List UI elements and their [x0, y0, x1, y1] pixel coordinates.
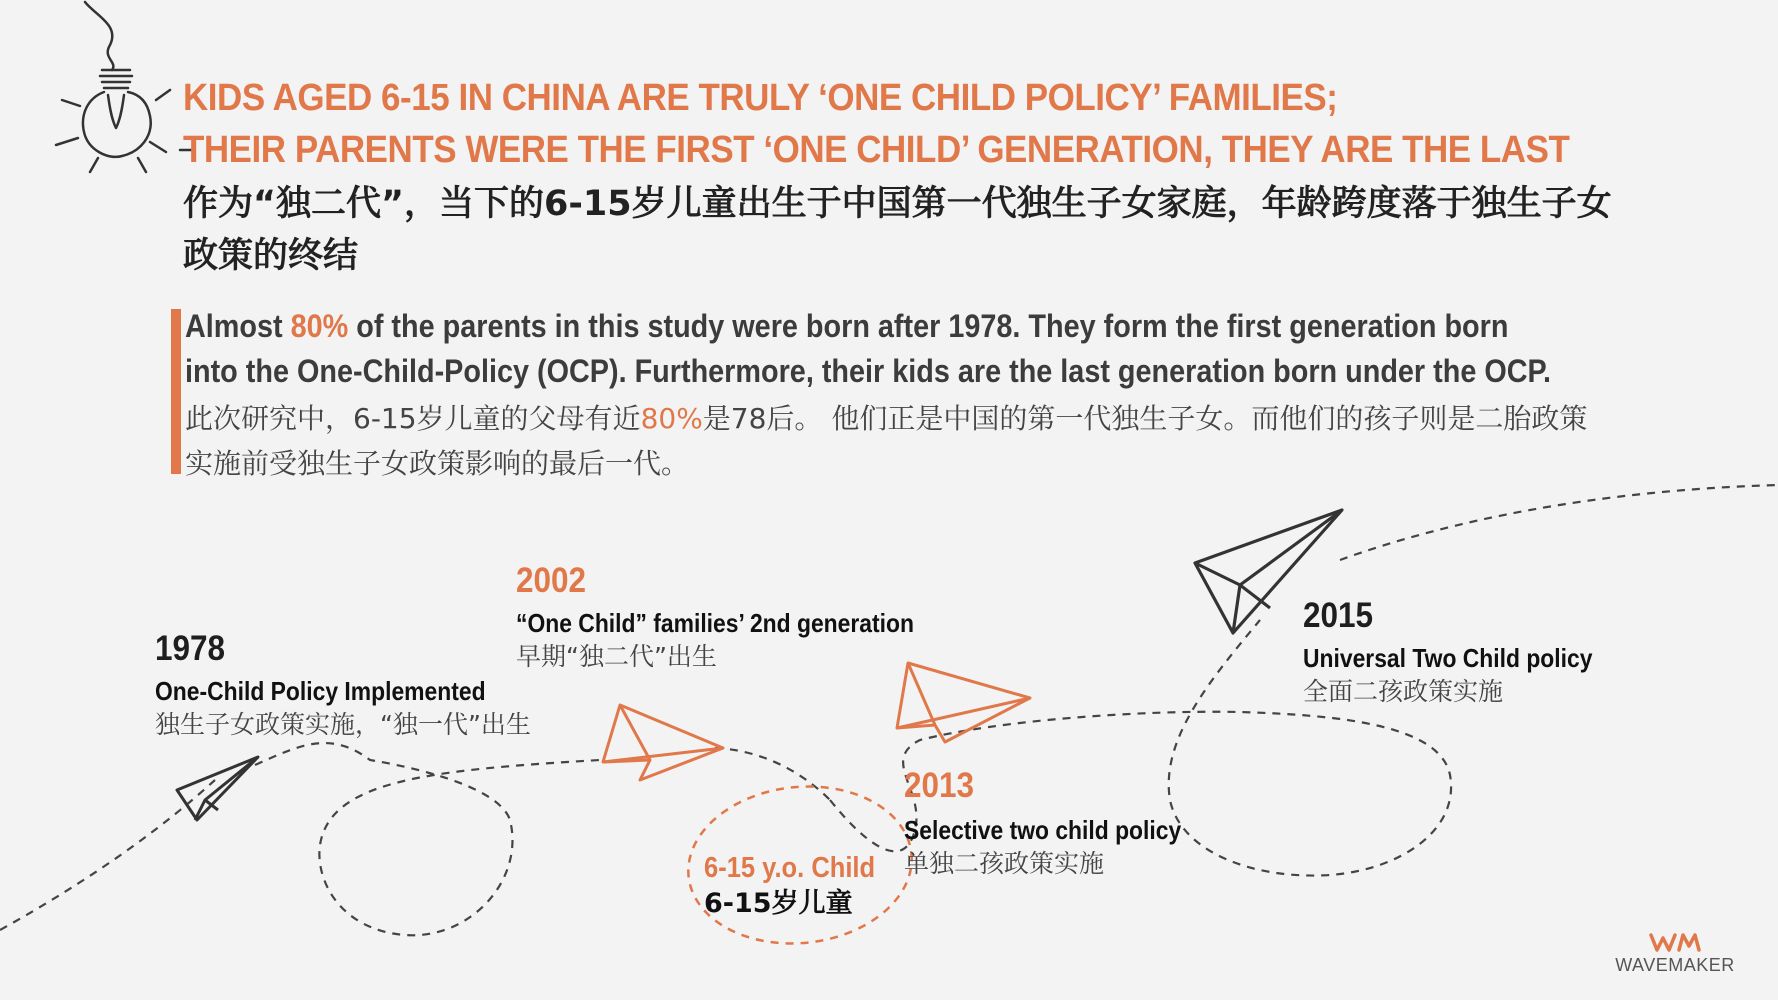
- body-cn-highlight: 80%: [640, 402, 703, 435]
- milestone-year: 1978: [155, 629, 226, 668]
- milestone-year: 2013: [904, 766, 975, 805]
- milestone-1978: [155, 628, 531, 742]
- wavemaker-logo: [1610, 955, 1740, 976]
- paper-plane-icon-2002: [603, 705, 723, 780]
- milestone-label-en: Universal Two Child policy: [1303, 643, 1593, 673]
- milestone-label-cn: 全面二孩政策实施: [1303, 677, 1504, 706]
- quote-accent-bar: [171, 309, 181, 474]
- milestone-2015: [1303, 595, 1632, 709]
- milestone-label-cn: 单独二孩政策实施: [904, 849, 1105, 878]
- headline-line-2: THEIR PARENTS WERE THE FIRST ‘ONE CHILD’ GENERATION, THEY ARE THE LAST: [183, 129, 1570, 171]
- milestone-label-en: Selective two child policy: [904, 815, 1182, 845]
- body-chinese: [185, 396, 1605, 486]
- milestone-year: 2002: [516, 561, 587, 600]
- headline-chinese: 作为“独二代”，当下的6-15岁儿童出生于中国第一代独生子女家庭，年龄跨度落于独生子女政策的终结: [183, 184, 1612, 276]
- milestone-label-en: One-Child Policy Implemented: [155, 676, 486, 706]
- paper-plane-icon-1978: [177, 757, 258, 820]
- milestone-2002: [516, 560, 968, 674]
- body-en-highlight: 80%: [290, 308, 349, 344]
- milestone-year: 2015: [1303, 596, 1374, 635]
- body-cn-text-1: 此次研究中，6-15岁儿童的父母有近: [185, 402, 641, 435]
- milestone-label-cn: 早期“独二代”出生: [516, 642, 717, 671]
- headline-line-1: KIDS AGED 6-15 IN CHINA ARE TRULY ‘ONE CHILD POLICY’ FAMILIES;: [183, 77, 1338, 119]
- child-callout: [704, 850, 898, 922]
- logo-wordmark: WAVEMAKER: [1615, 955, 1735, 975]
- wavemaker-logo-icon: [1651, 935, 1699, 950]
- lightbulb-icon: [56, 2, 194, 172]
- milestone-2013: [904, 765, 1219, 881]
- child-label-en: 6-15 y.o. Child: [704, 852, 876, 884]
- milestone-label-cn: 独生子女政策实施，“独一代”出生: [155, 710, 531, 739]
- child-label-cn: 6-15岁儿童: [704, 888, 853, 919]
- body-cn-text-2: 是78后。 他们正是中国的第一代独生子女。而他们的孩子则是二胎政策实施前受独生子女政策影响的最后一代。: [185, 402, 1588, 480]
- body-en-text-2: of the parents in this study were born after 1978. They form the first generation born into the One-Child-Policy (OCP). Furthermore, their kids are the last generation born under the OCP.: [185, 308, 1552, 389]
- body-english: [185, 304, 1553, 394]
- headline-english: [183, 72, 1569, 176]
- body-en-text-1: Almost: [185, 308, 291, 344]
- milestone-label-en: “One Child” families’ 2nd generation: [516, 608, 914, 638]
